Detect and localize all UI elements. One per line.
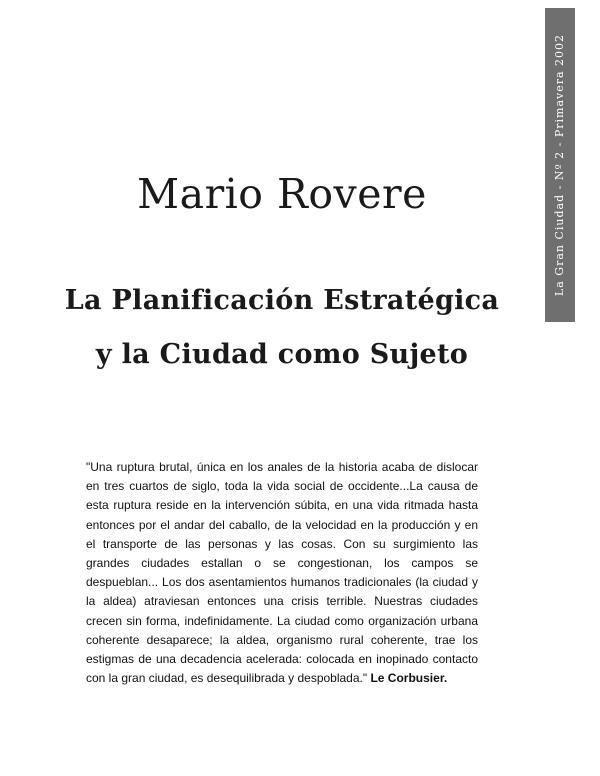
- article-title-line-2: y la Ciudad como Sujeto: [95, 339, 469, 370]
- journal-issue-label: La Gran Ciudad - Nº 2 - Primavera 2002: [553, 33, 566, 297]
- article-title-line-1: La Planificación Estratégica: [64, 285, 500, 316]
- journal-side-tab: [545, 8, 575, 322]
- author-name: Mario Rovere: [137, 170, 427, 218]
- epigraph-text: "Una ruptura brutal, única en los anales de la historia acaba de dislocar en tres cuartos de siglo, toda la vida social de occidente...La causa de esta ruptura reside en la intervención súbita, en una vida ritmada hasta entonces por el andar del caballo, de la velocidad en la producción y en el transporte de las personas y las cosas. Con su surgimiento las grandes ciudades estallan o se congestionan, los campos se despueblan... Los dos asentamientos humanos tradicionales (la ciudad y la aldea) atraviesan entonces una crisis terrible. Nuestras ciudades crecen sin forma, indefinidamente. La ciudad como organización urbana coherente desaparece; la aldea, organismo rural coherente, trae los estigmas de una decadencia acelerada: colocada en inopinado contacto con la gran ciudad, es desequilibrada y despoblada.": [86, 460, 478, 686]
- epigraph-author: Le Corbusier.: [370, 671, 448, 686]
- epigraph-quote: [86, 458, 478, 688]
